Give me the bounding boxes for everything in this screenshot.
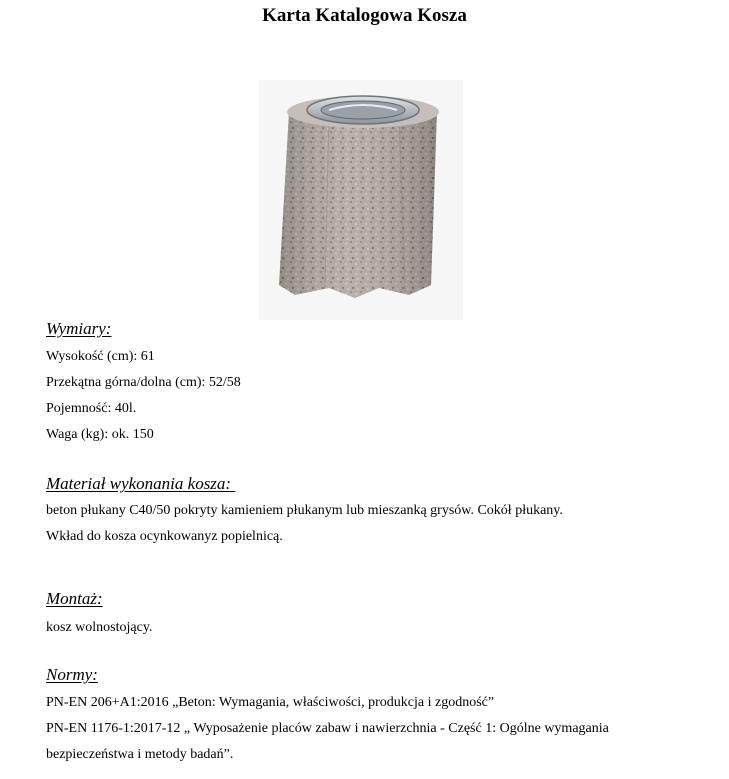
product-photo (259, 80, 463, 320)
material-line-2: Wkład do kosza ocynkowanyz popielnicą. (46, 529, 283, 544)
concrete-bin-image (259, 80, 463, 320)
spec-weight: Waga (kg): ok. 150 (46, 427, 154, 442)
spec-diagonal: Przekątna górna/dolna (cm): 52/58 (46, 375, 241, 390)
montaz-line: kosz wolnostojący. (46, 620, 153, 635)
section-heading-montaz: Montaż: (46, 589, 103, 608)
norm-line-2: PN-EN 1176-1:2017-12 „ Wyposażenie placów zabaw i nawierzchnia - Część 1: Ogólne wymagania (46, 721, 609, 736)
spec-capacity: Pojemność: 40l. (46, 401, 137, 416)
spec-height: Wysokość (cm): 61 (46, 349, 155, 364)
section-heading-material: Materiał wykonania kosza: (46, 474, 236, 493)
norm-line-3: bezpieczeństwa i metody badań”. (46, 747, 234, 762)
material-line-1: beton płukany C40/50 pokryty kamieniem płukanym lub mieszanką grysów. Cokół płukany. (46, 503, 563, 518)
page-title: Karta Katalogowa Kosza (262, 5, 467, 26)
norm-line-1: PN-EN 206+A1:2016 „Beton: Wymagania, właściwości, produkcja i zgodność” (46, 695, 495, 710)
section-heading-normy: Normy: (46, 665, 98, 684)
section-heading-wymiary: Wymiary: (46, 319, 112, 338)
